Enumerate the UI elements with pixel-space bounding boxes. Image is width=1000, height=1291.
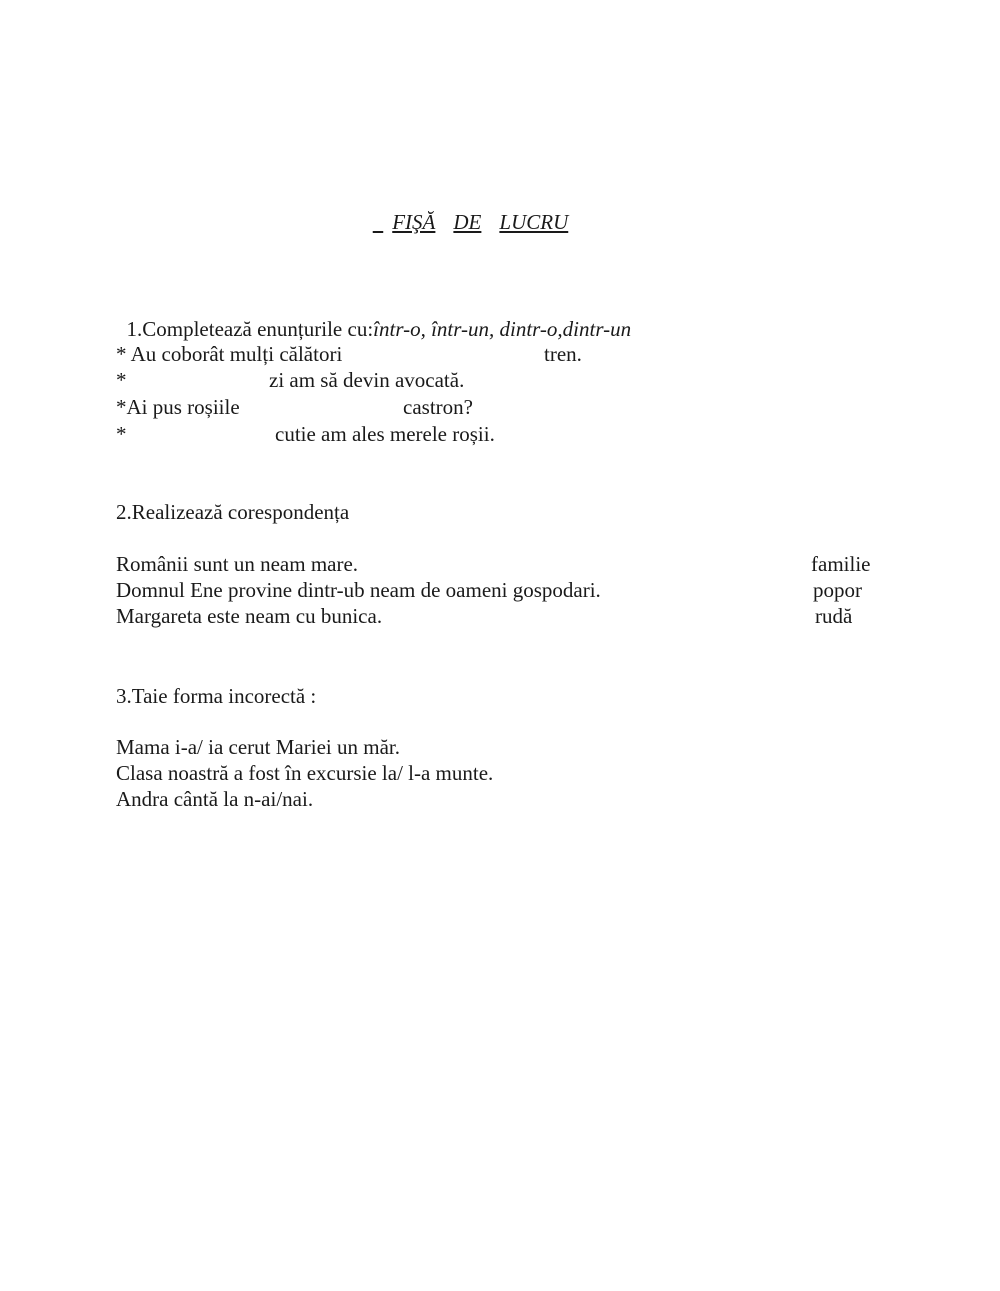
- exercise-1-line-1-start: * Au coborât mulți călători: [116, 342, 343, 366]
- exercise-2-row-2-word: popor: [813, 578, 862, 602]
- exercise-1-heading-text: 1.Completează enunțurile cu:: [126, 317, 374, 341]
- exercise-2-row-2-sentence: Domnul Ene provine dintr-ub neam de oameni gospodari.: [116, 578, 601, 602]
- exercise-1-options: într-o, într-un, dintr-o,dintr-un: [373, 317, 632, 341]
- exercise-2-heading: 2.Realizează corespondența: [116, 500, 350, 524]
- exercise-1-line-2-end: zi am să devin avocată.: [269, 368, 465, 392]
- exercise-3-heading: 3.Taie forma incorectă :: [116, 684, 317, 708]
- exercise-3-line-2: Clasa noastră a fost în excursie la/ l-a munte.: [116, 761, 494, 785]
- exercise-1-line-3-start: *Ai pus roșiile: [116, 395, 240, 419]
- exercise-1-line-1-end: tren.: [544, 342, 582, 366]
- exercise-1-heading: [116, 290, 631, 342]
- exercise-1-line-4-start: *: [116, 422, 127, 446]
- exercise-1-line-4-end: cutie am ales merele roșii.: [275, 422, 495, 446]
- exercise-2-row-3-sentence: Margareta este neam cu bunica.: [116, 604, 383, 628]
- worksheet-title: [0, 183, 950, 235]
- exercise-2-row-3-word: rudă: [815, 604, 853, 628]
- exercise-3-line-1: Mama i-a/ ia cerut Mariei un măr.: [116, 735, 400, 759]
- title-word-1: FIŞĂ: [392, 210, 436, 234]
- title-word-2: DE: [453, 210, 482, 234]
- exercise-1-line-2-start: *: [116, 368, 127, 392]
- exercise-2-row-1-sentence: Românii sunt un neam mare.: [116, 552, 359, 576]
- exercise-2-row-1-word: familie: [811, 552, 871, 576]
- exercise-1-line-3-end: castron?: [403, 395, 473, 419]
- exercise-3-line-3: Andra cântă la n-ai/nai.: [116, 787, 314, 811]
- title-word-3: LUCRU: [499, 210, 569, 234]
